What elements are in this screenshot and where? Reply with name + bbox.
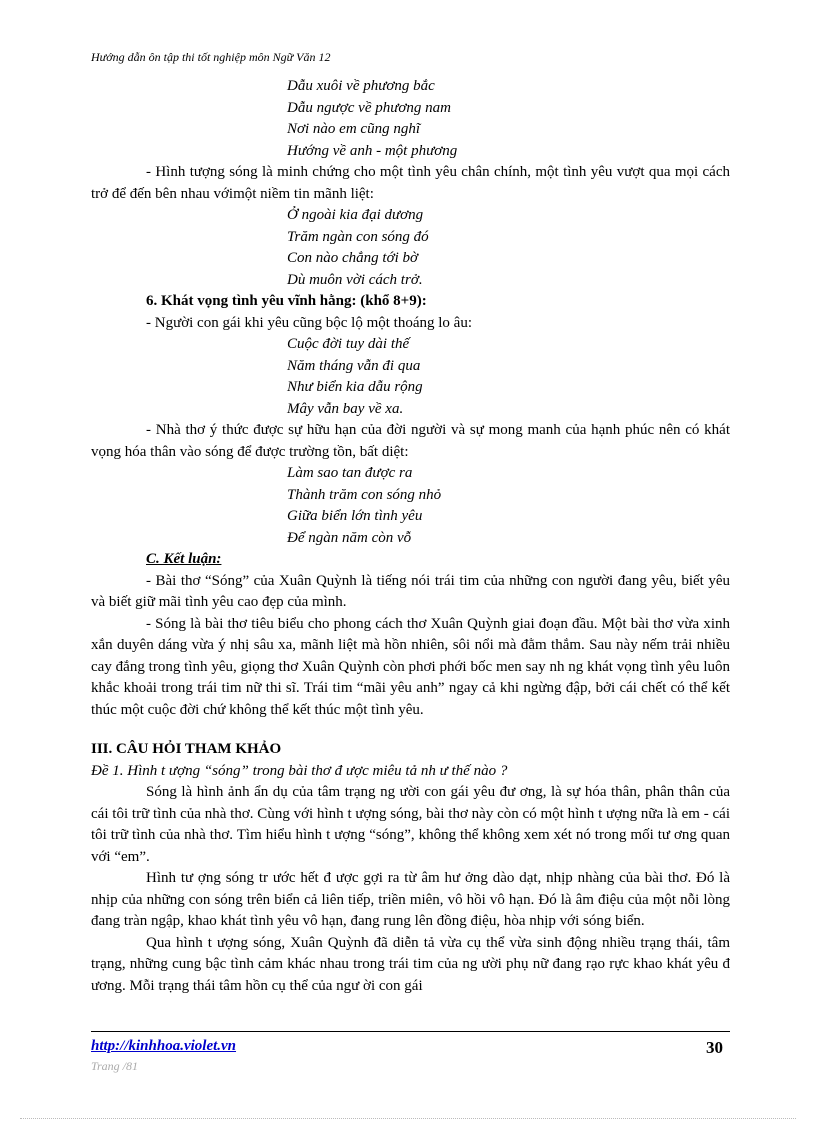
question-title: Đề 1. Hình t ượng “sóng” trong bài thơ đ ược miêu tả nh ư thế nào ?: [91, 762, 508, 779]
poem-line: Dù muôn vời cách trở.: [287, 271, 423, 288]
paragraph: - Sóng là bài thơ tiêu biểu cho phong cách thơ Xuân Quỳnh giai đoạn đầu. Một bài thơ vừa xinh xắn duyên dáng vừa ý nhị sâu xa, mãnh liệt mà hồn nhiên, sôi nổi mà đằm thắm. Sau này nếm trải nhiều cay đắng trong tình yêu, giọng thơ Xuân Quỳnh còn phơi phới bốc men say nh ng khát vọng tình yêu luôn khắc khoải trong trái tim nữ thi sĩ. Trái tim “mãi yêu anh” ngay cả khi ngừng đập, bởi cái chết có thể kết thúc một cuộc đời chứ không thể kết thúc một tình yêu.: [91, 615, 730, 718]
section-heading: 6. Khát vọng tình yêu vĩnh hằng: (khổ 8+9):: [146, 293, 427, 309]
poem-line: Dẫu xuôi về phương bắc: [287, 78, 435, 94]
poem-line: Năm tháng vẫn đi qua: [287, 357, 421, 374]
footer-link[interactable]: http://kinhhoa.violet.vn: [91, 1038, 237, 1054]
poem-line: Trăm ngàn con sóng đó: [287, 228, 429, 245]
poem-line: Nơi nào em cũng nghĩ: [287, 121, 420, 137]
poem-line: Như biển kia dẫu rộng: [287, 379, 423, 395]
paragraph: Sóng là hình ảnh ẩn dụ của tâm trạng ng ười con gái yêu đư ơng, là sự hóa thân, phân thân của cái tôi trữ tình của nhà thơ. Cùng với hình t ượng sóng, bài thơ này còn có một hình t ượng nữa là em - cái tôi trữ tình của nhà thơ. Tìm hiểu hình t ượng “sóng”, không thể không xem xét nó trong mối tư ơng quan với “em”.: [91, 784, 730, 865]
paragraph: Qua hình t ượng sóng, Xuân Quỳnh đã diễn tả vừa cụ thể vừa sinh động nhiều trạng thái, tâm trạng, những cung bậc tình cảm khác nhau trong trái tim của ng ười phụ nữ đang rạo rực khao khát yêu đ ương. Mỗi trạng thái tâm hồn cụ thể của ngư ời con gái: [91, 934, 730, 994]
poem-line: Để ngàn năm còn vỗ: [287, 529, 412, 546]
page-header: Hướng dẫn ôn tập thi tốt nghiệp môn Ngữ Văn 12: [91, 50, 331, 64]
page-count: Trang /81: [91, 1059, 139, 1073]
paragraph: - Hình tượng sóng là minh chứng cho một tình yêu chân chính, một tình yêu vượt qua mọi cách trở để đến bên nhau vớimột niềm tin mãnh liệt:: [91, 164, 730, 202]
poem-line: Ở ngoài kia đại dương: [287, 207, 424, 223]
poem-line: Dẫu ngược về phương nam: [287, 99, 452, 116]
poem-line: Hướng về anh - một phương: [287, 142, 458, 159]
page-body: [91, 76, 730, 997]
poem-line: Thành trăm con sóng nhỏ: [287, 486, 442, 503]
poem-line: Cuộc đời tuy dài thế: [287, 336, 410, 352]
page-edge-divider: [20, 1118, 796, 1119]
footer-rule: [91, 1031, 730, 1032]
page-number: 30: [706, 1038, 723, 1057]
paragraph: - Nhà thơ ý thức được sự hữu hạn của đời người và sự mong manh của hạnh phúc nên có khát vọng hóa thân vào sóng để được trường tồn, bất diệt:: [91, 422, 730, 460]
poem-line: Mây vẫn bay về xa.: [287, 400, 404, 417]
poem-line: Giữa biển lớn tình yêu: [287, 508, 423, 524]
paragraph: - Người con gái khi yêu cũng bộc lộ một thoáng lo âu:: [146, 314, 473, 331]
conclusion-heading: C. Kết luận:: [146, 551, 222, 567]
paragraph: Hình tư ợng sóng tr ước hết đ ược gợi ra từ âm hư ởng dào dạt, nhịp nhàng của bài thơ. Đó là nhịp của những con sóng trên biển cả liên tiếp, triền miên, vô hồi vô hạn. Đó là âm điệu của một nỗi lòng đang tràn ngập, khao khát tình yêu vô hạn, đang rung lên đồng điệu, hòa nhịp với sóng biển.: [91, 870, 730, 929]
poem-line: Con nào chẳng tới bờ: [287, 250, 419, 266]
poem-line: Làm sao tan được ra: [287, 465, 413, 481]
paragraph: - Bài thơ “Sóng” của Xuân Quỳnh là tiếng nói trái tim của những con người đang yêu, biết yêu và biết giữ mãi tình yêu cao đẹp của mình.: [91, 572, 730, 610]
section-heading: III. CÂU HỎI THAM KHẢO: [91, 741, 282, 757]
